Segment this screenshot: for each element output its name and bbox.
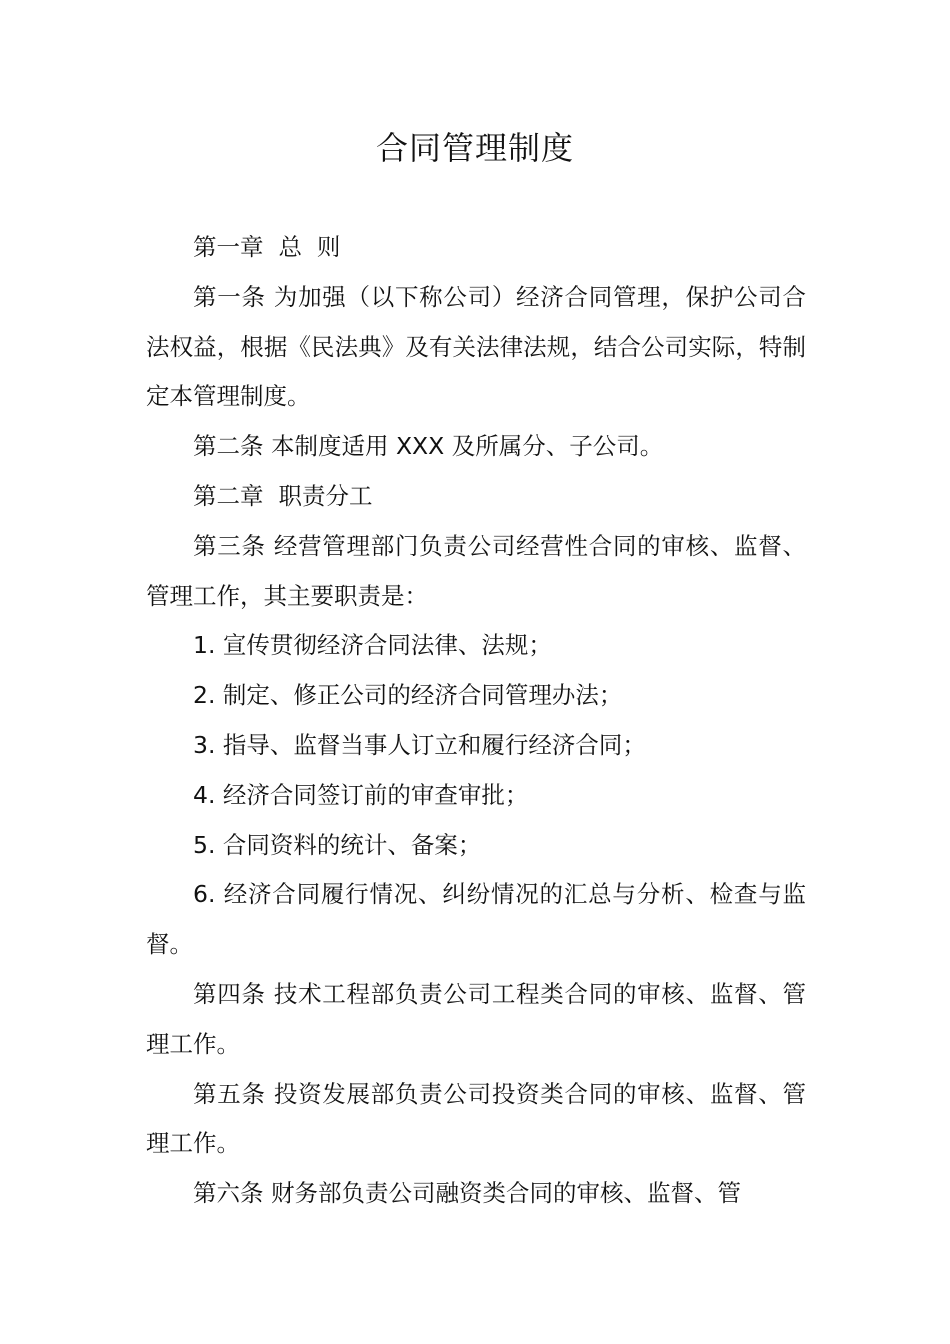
article-paragraph: 第一条 为加强（以下称公司）经济合同管理，保护公司合法权益，根据《民法典》及有关法律法规，结合公司实际，特制定本管理制度。 [146,282,806,411]
list-item: 6. 经济合同履行情况、纠纷情况的汇总与分析、检查与监督。 [146,880,806,959]
document-title: 合同管理制度 [375,129,574,167]
list-item: 5. 合同资料的统计、备案； [193,830,482,859]
list-item: 3. 指导、监督当事人订立和履行经济合同； [193,730,646,759]
article-paragraph: 第六条 财务部负责公司融资类合同的审核、监督、管 [193,1179,741,1208]
chapter-heading: 第二章 职责分工 [193,481,373,510]
list-item: 2. 制定、修正公司的经济合同管理办法； [193,681,623,710]
article-paragraph: 第三条 经营管理部门负责公司经营性合同的审核、监督、管理工作，其主要职责是： [146,531,806,610]
article-paragraph: 第四条 技术工程部负责公司工程类合同的审核、监督、管理工作。 [146,979,806,1058]
article-paragraph: 第五条 投资发展部负责公司投资类合同的审核、监督、管理工作。 [146,1079,806,1158]
list-item: 1. 宣传贯彻经济合同法律、法规； [193,631,552,660]
article-paragraph: 第二条 本制度适用 XXX 及所属分、子公司。 [193,432,664,461]
document-body [146,223,806,1219]
chapter-heading: 第一章 总 则 [193,233,341,261]
list-item: 4. 经济合同签订前的审查审批； [193,780,529,809]
